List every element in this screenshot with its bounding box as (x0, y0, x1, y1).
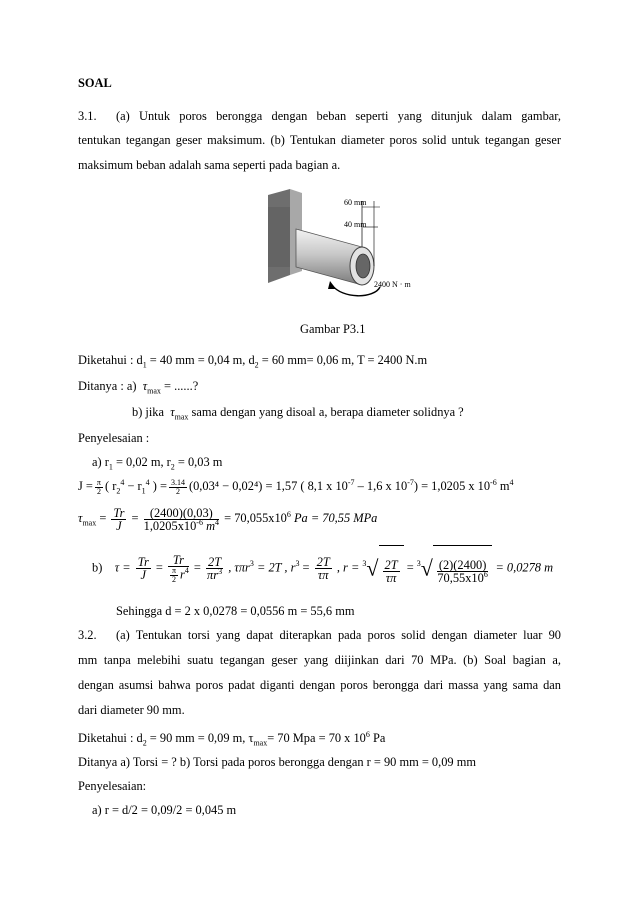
problem-3-1-line1: (a) Untuk poros berongga dengan beban seperti yang ditunjuk dalam gambar, (116, 109, 561, 123)
ditanya-3-1-b: b) jika $\tau_{max}$ sama dengan yang disoal a, berapa diameter solidnya ? (132, 405, 464, 422)
problem-number-3-1: 3.1. (78, 109, 97, 123)
diketahui-3-2: Diketahui : $d_2 = 90$ mm = 0,09 m, $\tau_{max}= 70$ Mpa = 70 x $10^6$ Pa (78, 729, 386, 748)
figure-caption: Gambar P3.1 (300, 322, 366, 336)
problem-3-2-line3: dengan asumsi bahwa poros padat diganti dengan poros berongga dari massa yang sama dan (78, 678, 561, 692)
dimension-label-40mm: 40 mm (344, 220, 367, 229)
torque-label: 2400 N · m (374, 280, 411, 289)
sehingga-result: Sehingga d = 2 x 0,0278 = 0,0556 m = 55,6 mm (116, 604, 355, 618)
ditanya-3-1-a: Ditanya : a) $\tau_{max}$ = ......? (78, 379, 199, 396)
radius-3-2: a) r = d/2 = 0,09/2 = 0,045 m (92, 803, 237, 817)
tau-max-equation: $\tau_{max}$ = $\frac{Tr}{J}$ = $\frac{(2400)(0,03)}{1,0205x10^{-6} m^4}$ = $70,055x10^6$ Pa = 70,55 MPa (78, 505, 378, 533)
problem-3-2-line1: (a) Tentukan torsi yang dapat diterapkan pada poros solid dengan diameter luar 90 (116, 628, 561, 642)
ditanya-3-2: Ditanya a) Torsi = ? b) Torsi pada poros berongga dengan r = 90 mm = 0,09 mm (78, 755, 476, 769)
problem-3-1-line2: tentukan tegangan geser maksimum. (b) Tentukan diameter poros solid untuk tegangan geser (78, 133, 561, 147)
polar-moment-equation: J = $\frac{\pi}{2}$ ( $r_2^4 - r_1^4$ ) = $\frac{3.14}{2}$ (0,03⁴ − 0,02⁴) = 1,57 ( 8,1 x $10^{-7} - 1,6$ x $10^{-7}) = 1,0205$ x $10^{-6}$ $m^4$ (78, 477, 514, 496)
dimension-label-60mm: 60 mm (344, 198, 367, 207)
diketahui-3-1: Diketahui : $d_1 = 40$ mm = 0,04 m, $d_2 = 60$ mm= 0,06 m, T = 2400 N.m (78, 353, 428, 370)
problem-3-2-line4: dari diameter 90 mm. (78, 703, 185, 717)
problem-3-1-line3: maksimum beban adalah sama seperti pada bagian a. (78, 158, 341, 172)
problem-3-2-line2: mm tanpa melebihi suatu tegangan geser yang diijinkan dari 70 MPa. (b) Soal bagian a, (78, 653, 561, 667)
solid-diameter-equation: b) τ = $\frac{Tr}{J}$ = Tr $\frac{\pi}{2}$ $r^4$ = $\frac{2T}{\pi r^3}$ , τπr$^3$ = 2T , $r^3$ = $\frac{2T}{\tau\pi}$ , r = $^3$√ $\frac{2T}{\tau\pi}$ = $^3$√ $\frac{(2)(2400)}{70,55x10^6}$ = 0,0278 m (92, 545, 553, 592)
penyelesaian-3-2: Penyelesaian: (78, 779, 147, 793)
radius-values: a) $r_1 = 0,02$ m, $r_2 = 0,03$ m (92, 455, 223, 472)
heading: SOAL (78, 76, 112, 90)
problem-number-3-2: 3.2. (78, 628, 97, 642)
penyelesaian-3-1: Penyelesaian : (78, 431, 150, 445)
